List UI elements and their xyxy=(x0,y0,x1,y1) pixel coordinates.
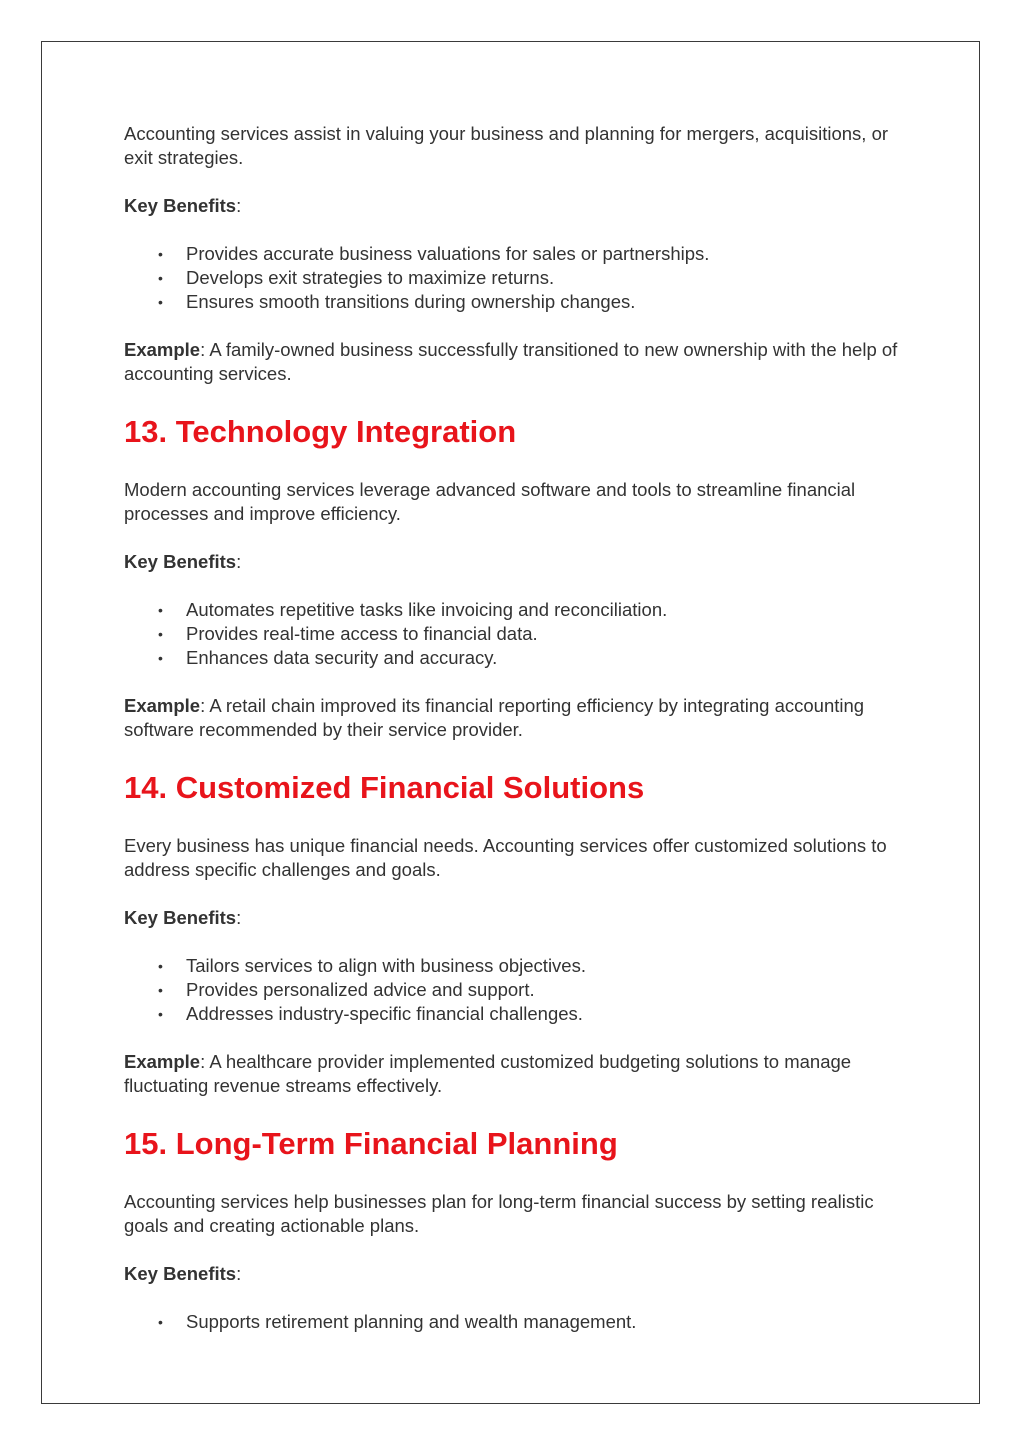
list-item xyxy=(124,266,904,290)
section-description: Modern accounting services leverage advanced software and tools to streamline financial processes and improve efficiency. xyxy=(124,479,856,524)
list-item xyxy=(124,1002,904,1026)
list-item-text: Provides real-time access to financial data. xyxy=(186,623,538,644)
document-content xyxy=(124,122,904,1358)
bullet-icon: • xyxy=(158,294,163,310)
list-item-text: Automates repetitive tasks like invoicing and reconciliation. xyxy=(186,599,668,620)
bullet-icon: • xyxy=(158,626,163,642)
example-paragraph xyxy=(124,694,904,742)
bullet-icon: • xyxy=(158,982,163,998)
section-description: Every business has unique financial needs. Accounting services offer customized solutions to address specific challenges and goals. xyxy=(124,835,887,880)
key-benefits-label xyxy=(124,906,904,930)
key-benefits-label xyxy=(124,550,904,574)
bullet-icon: • xyxy=(158,246,163,262)
benefits-list xyxy=(124,954,904,1026)
list-item-text: Tailors services to align with business objectives. xyxy=(186,955,586,976)
key-benefits-bold: Key Benefits xyxy=(124,907,237,928)
list-item xyxy=(124,622,904,646)
section-heading: 15. Long-Term Financial Planning xyxy=(124,1126,618,1161)
list-item xyxy=(124,242,904,266)
example-text: : A retail chain improved its financial reporting efficiency by integrating accounting software recommended by their service provider. xyxy=(124,695,865,740)
bullet-icon: • xyxy=(158,1006,163,1022)
key-benefits-label xyxy=(124,194,904,218)
bullet-icon: • xyxy=(158,270,163,286)
key-benefits-bold: Key Benefits xyxy=(124,551,237,572)
intro-paragraph: Accounting services assist in valuing your business and planning for mergers, acquisitions, or exit strategies. xyxy=(124,123,889,168)
list-item-text: Addresses industry-specific financial challenges. xyxy=(186,1003,583,1024)
key-benefits-bold: Key Benefits xyxy=(124,1263,237,1284)
bullet-icon: • xyxy=(158,1314,163,1330)
list-item xyxy=(124,290,904,314)
example-paragraph xyxy=(124,1050,904,1098)
list-item xyxy=(124,978,904,1002)
list-item xyxy=(124,954,904,978)
list-item-text: Provides accurate business valuations for sales or partnerships. xyxy=(186,243,710,264)
list-item xyxy=(124,598,904,622)
list-item-text: Ensures smooth transitions during ownership changes. xyxy=(186,291,636,312)
bullet-icon: • xyxy=(158,602,163,618)
list-item-text: Develops exit strategies to maximize returns. xyxy=(186,267,555,288)
list-item xyxy=(124,1310,904,1334)
example-label: Example xyxy=(124,695,201,716)
example-label: Example xyxy=(124,1051,201,1072)
colon: : xyxy=(236,1263,242,1284)
list-item-text: Supports retirement planning and wealth management. xyxy=(186,1311,637,1332)
benefits-list xyxy=(124,1310,904,1334)
colon: : xyxy=(236,195,242,216)
section-heading: 13. Technology Integration xyxy=(124,414,517,449)
example-text: : A healthcare provider implemented customized budgeting solutions to manage fluctuating revenue streams effectively. xyxy=(124,1051,852,1096)
section-heading: 14. Customized Financial Solutions xyxy=(124,770,645,805)
benefits-list xyxy=(124,598,904,670)
example-paragraph xyxy=(124,338,904,386)
list-item xyxy=(124,646,904,670)
key-benefits-label xyxy=(124,1262,904,1286)
key-benefits-bold: Key Benefits xyxy=(124,195,237,216)
example-text: : A family-owned business successfully transitioned to new ownership with the help of accounting services. xyxy=(124,339,898,384)
list-item-text: Enhances data security and accuracy. xyxy=(186,647,498,668)
colon: : xyxy=(236,907,242,928)
section-description: Accounting services help businesses plan for long-term financial success by setting realistic goals and creating actionable plans. xyxy=(124,1191,874,1236)
benefits-list xyxy=(124,242,904,314)
bullet-icon: • xyxy=(158,958,163,974)
list-item-text: Provides personalized advice and support. xyxy=(186,979,535,1000)
example-label: Example xyxy=(124,339,201,360)
bullet-icon: • xyxy=(158,650,163,666)
colon: : xyxy=(236,551,242,572)
